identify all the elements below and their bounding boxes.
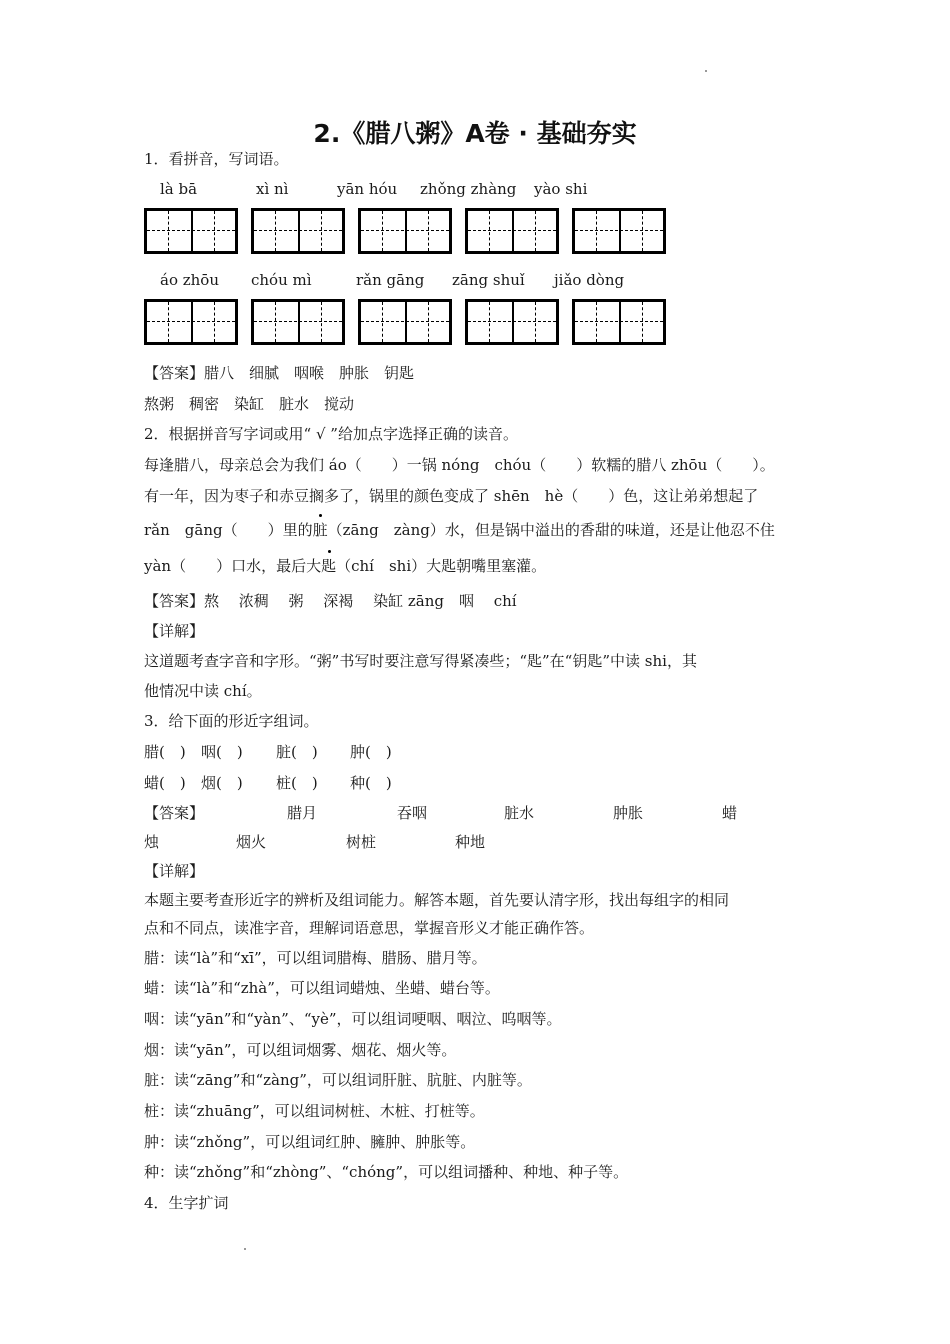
q3-char-note: 种：读“zhǒng”和“zhòng”、“chóng”，可以组词播种、种地、种子等。 (144, 1163, 629, 1181)
q3-char-note: 烟：读“yān”，可以组词烟雾、烟花、烟火等。 (144, 1041, 457, 1059)
q3-detail-label: 【详解】 (144, 862, 205, 880)
q3-answer-word: 树桩 (346, 833, 377, 851)
q4-stem: 4．生字扩词 (144, 1194, 229, 1212)
pinyin-label: áo zhōu (160, 271, 219, 289)
q3-answer-word: 烟火 (236, 833, 267, 851)
writing-grid-box[interactable] (358, 208, 452, 254)
q3-answer-word: 肿胀 (613, 804, 644, 822)
pinyin-label: jiǎo dòng (554, 271, 625, 289)
scan-speck (244, 1248, 246, 1250)
q2-paragraph-line (144, 555, 546, 577)
q2-detail-line: 他情况中读 chí。 (144, 682, 262, 700)
q2-paragraph-line (144, 519, 775, 541)
scan-speck (705, 70, 707, 72)
writing-grid-box[interactable] (144, 208, 238, 254)
q2-stem: 2．根据拼音写字词或用“ √ ”给加点字选择正确的读音。 (144, 425, 518, 443)
word-blank: 脏( ) (276, 743, 318, 761)
word-blank: 蜡( ) (144, 774, 186, 792)
q2-detail-label: 【详解】 (144, 622, 205, 640)
word-blank: 腊( ) (144, 743, 186, 761)
q3-char-note: 脏：读“zāng”和“zàng”，可以组词肝脏、肮脏、内脏等。 (144, 1071, 532, 1089)
q2-paragraph-line: 有一年，因为枣子和赤豆搁多了，锅里的颜色变成了 shēn hè（ ）色，这让弟弟想起了 (144, 487, 759, 505)
text-segment: （zāng zàng）水，但是锅中溢出的香甜的味道，还是让他忍不住 (327, 521, 775, 539)
q1-answer: 【答案】腊八 细腻 咽喉 肿胀 钥匙 (144, 364, 415, 382)
q1-answer-cont: 熬粥 稠密 染缸 脏水 搅动 (144, 395, 355, 413)
dotted-character: 脏 (312, 521, 328, 539)
pinyin-label: yān hóu (337, 180, 398, 198)
pinyin-label: yào shi (534, 180, 588, 198)
text-segment: yàn（ ）口水，最后大 (144, 557, 322, 575)
dotted-character: 匙 (321, 557, 337, 575)
q3-char-note: 桩：读“zhuāng”，可以组词树桩、木桩、打桩等。 (144, 1102, 485, 1120)
q3-char-note: 蜡：读“là”和“zhà”，可以组词蜡烛、坐蜡、蜡台等。 (144, 979, 500, 997)
q3-char-note: 咽：读“yān”和“yàn”、“yè”，可以组词哽咽、咽泣、呜咽等。 (144, 1010, 562, 1028)
q3-stem: 3．给下面的形近字组词。 (144, 712, 319, 730)
pinyin-label: là bā (160, 180, 198, 198)
pinyin-label: chóu mì (251, 271, 312, 289)
q3-char-note: 肿：读“zhǒng”，可以组词红肿、臃肿、肿胀等。 (144, 1133, 476, 1151)
q1-stem: 1．看拼音，写词语。 (144, 150, 289, 168)
writing-grid-box[interactable] (465, 299, 559, 345)
pinyin-label: rǎn gāng (356, 271, 425, 289)
word-blank: 肿( ) (350, 743, 392, 761)
text-segment: （chí shi）大匙朝嘴里塞灌。 (336, 557, 547, 575)
q3-answer-word: 脏水 (504, 804, 535, 822)
q3-detail-line: 本题主要考查形近字的辨析及组词能力。解答本题，首先要认清字形，找出每组字的相同 (144, 891, 730, 909)
word-blank: 咽( ) (201, 743, 243, 761)
page-title: 2.《腊八粥》A卷 · 基础夯实 (313, 119, 637, 148)
writing-grid-box[interactable] (251, 208, 345, 254)
writing-grid-box[interactable] (572, 299, 666, 345)
q3-answer-word: 吞咽 (397, 804, 428, 822)
word-blank: 种( ) (350, 774, 392, 792)
writing-grid-box[interactable] (572, 208, 666, 254)
writing-grid-box[interactable] (144, 299, 238, 345)
q3-char-note: 腊：读“là”和“xī”，可以组词腊梅、腊肠、腊月等。 (144, 949, 487, 967)
pinyin-label: zhǒng zhàng (420, 180, 517, 198)
word-blank: 桩( ) (276, 774, 318, 792)
q2-detail-line: 这道题考查字音和字形。“粥”书写时要注意写得紧凑些；“匙”在“钥匙”中读 shi，其 (144, 652, 697, 670)
pinyin-label: xì nì (256, 180, 289, 198)
q3-answer-word: 种地 (455, 833, 486, 851)
q3-answer-word: 腊月 (287, 804, 318, 822)
word-blank: 烟( ) (201, 774, 243, 792)
q2-paragraph-line: 每逢腊八，母亲总会为我们 áo（ ）一锅 nóng chóu（ ）软糯的腊八 zhōu（ ）。 (144, 456, 775, 474)
q3-answer-word: 烛 (144, 833, 160, 851)
q3-answer-label: 【答案】 (144, 804, 205, 822)
pinyin-label: zāng shuǐ (452, 271, 525, 289)
writing-grid-box[interactable] (465, 208, 559, 254)
writing-grid-box[interactable] (251, 299, 345, 345)
q3-detail-line: 点和不同点，读准字音，理解词语意思，掌握音形义才能正确作答。 (144, 919, 595, 937)
q3-answer-word: 蜡 (722, 804, 738, 822)
writing-grid-box[interactable] (358, 299, 452, 345)
text-segment: rǎn gāng（ ）里的 (144, 521, 313, 539)
q2-answer: 【答案】熬 浓稠 粥 深褐 染缸 zāng 咽 chí (144, 592, 517, 610)
